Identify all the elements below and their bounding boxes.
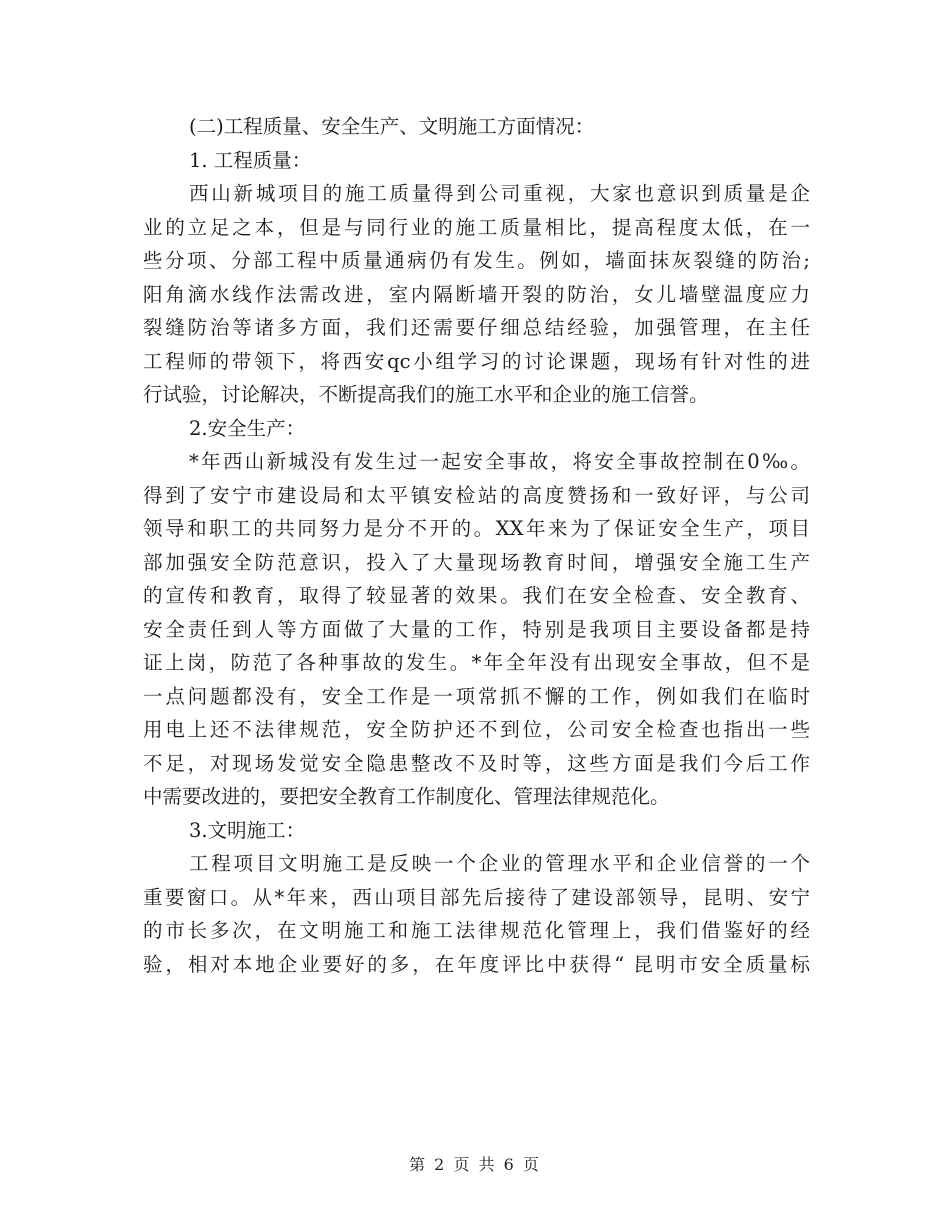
paragraph-line: 安全责任到人等方面做了大量的工作，特别是我项目主要设备都是持	[143, 617, 810, 641]
paragraph-line: 的宣传和教育，取得了较显著的效果。我们在安全检查、安全教育、	[143, 584, 810, 607]
paragraph-line: 一点问题都没有，安全工作是一项常抓不懈的工作，例如我们在临时	[143, 684, 810, 708]
paragraph-line: 业的立足之本，但是与同行业的施工质量相比，提高程度太低，在一	[143, 215, 810, 239]
paragraph-line: 验，相对本地企业要好的多，在年度评比中获得“ 昆明市安全质量标	[143, 952, 810, 976]
paragraph-line: 阳角滴水线作法需改进，室内隔断墙开裂的防治，女儿墙壁温度应力	[143, 282, 810, 306]
paragraph-line: 工程项目文明施工是反映一个企业的管理水平和企业信誉的一个	[189, 852, 810, 875]
safety-heading: 2.安全生产：	[189, 416, 306, 440]
paragraph-line: 证上岗，防范了各种事故的发生。*年全年没有出现安全事故，但不是	[143, 651, 810, 674]
paragraph-line: 部加强安全防范意识，投入了大量现场教育时间，增强安全施工生产	[143, 550, 810, 574]
paragraph-line: 用电上还不法律规范，安全防护还不到位，公司安全检查也指出一些	[143, 718, 810, 741]
paragraph-line: 得到了安宁市建设局和太平镇安检站的高度赞扬和一致好评，与公司	[143, 483, 810, 507]
paragraph-line: 中需要改进的，要把安全教育工作制度化、管理法律规范化。	[143, 785, 670, 808]
paragraph-line: 工程师的带领下，将西安qc小组学习的讨论课题，现场有针对性的进	[143, 349, 810, 373]
civilized-heading: 3.文明施工：	[189, 818, 306, 842]
section-title: (二)工程质量、安全生产、文明施工方面情况：	[189, 115, 595, 138]
paragraph-line: 裂缝防治等诸多方面，我们还需要仔细总结经验，加强管理，在主任	[143, 316, 810, 339]
document-body	[143, 110, 810, 981]
quality-paragraph	[143, 177, 810, 412]
paragraph-line: 领导和职工的共同努力是分不开的。XX年来为了保证安全生产，项目	[143, 517, 810, 540]
safety-paragraph	[143, 445, 810, 814]
paragraph-line: *年西山新城没有发生过一起安全事故，将安全事故控制在0‰。	[189, 450, 810, 473]
page-footer: 第 2 页 共 6 页	[409, 1155, 541, 1174]
paragraph-line: 西山新城项目的施工质量得到公司重视，大家也意识到质量是企	[189, 182, 810, 205]
quality-heading: 1. 工程质量：	[189, 148, 312, 172]
paragraph-line: 不足，对现场发觉安全隐患整改不及时等，这些方面是我们今后工作	[143, 751, 810, 775]
paragraph-line: 行试验，讨论解决，不断提高我们的施工水平和企业的施工信誉。	[143, 383, 709, 406]
paragraph-line: 重要窗口。从*年来，西山项目部先后接待了建设部领导，昆明、安宁	[143, 885, 810, 909]
paragraph-line: 些分项、分部工程中质量通病仍有发生。例如，墙面抹灰裂缝的防治;	[143, 249, 810, 272]
civilized-paragraph	[143, 847, 810, 981]
paragraph-line: 的市长多次，在文明施工和施工法律规范化管理上，我们借鉴好的经	[143, 919, 810, 942]
